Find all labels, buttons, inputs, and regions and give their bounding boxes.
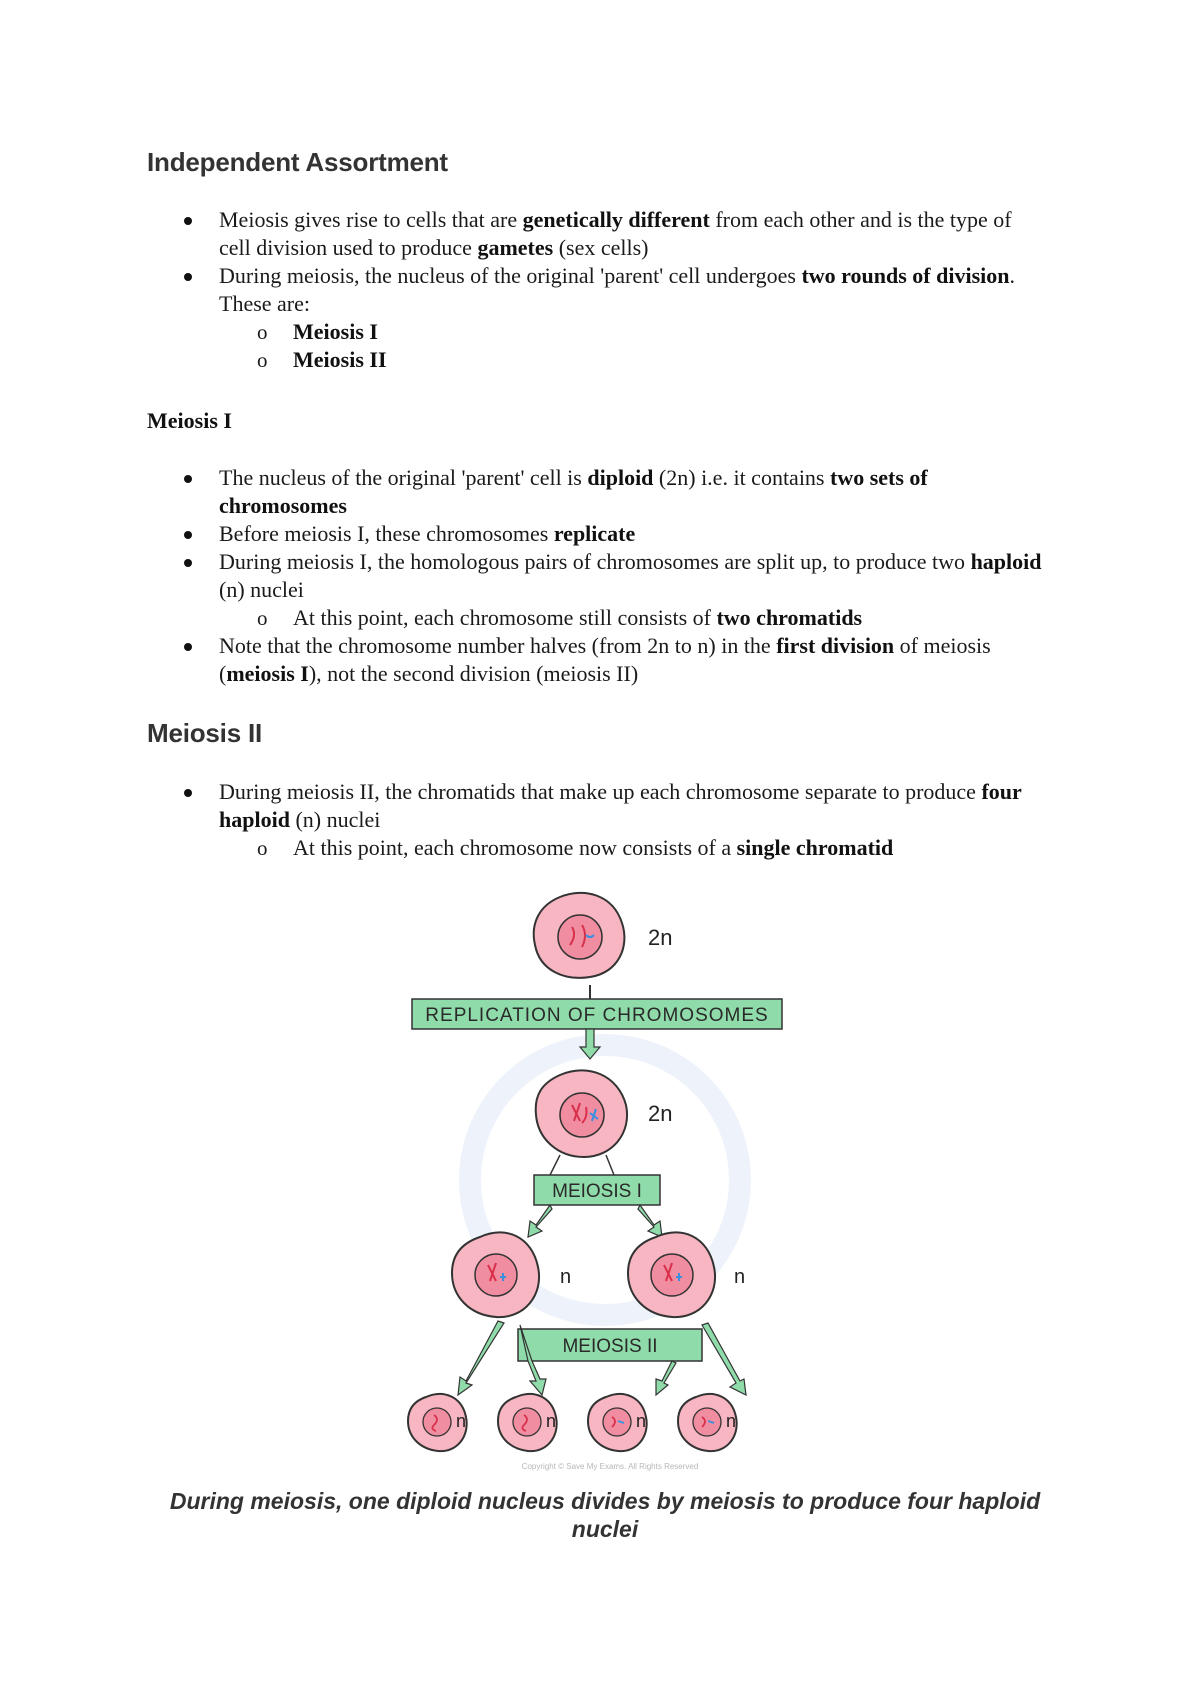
list-item: Meiosis gives rise to cells that are genetically different from each other and is the type of cell division used to produce gametes (sex cells) bbox=[147, 206, 1047, 262]
arrow-right bbox=[638, 1205, 662, 1237]
ploidy-label: 2n bbox=[648, 1101, 673, 1126]
sub-list-item: o At this point, each chromosome still consists of two chromatids bbox=[147, 604, 1047, 632]
meiosis-i-label: MEIOSIS I bbox=[552, 1181, 642, 1202]
heading-independent-assortment: Independent Assortment bbox=[147, 147, 448, 177]
arrow-down bbox=[656, 1361, 676, 1395]
arrow-down-right bbox=[702, 1323, 746, 1395]
heading-meiosis-i: Meiosis I bbox=[147, 408, 232, 433]
ploidy-label: n bbox=[546, 1411, 557, 1431]
replication-label: REPLICATION OF CHROMOSOMES bbox=[425, 1005, 769, 1026]
ploidy-label: n bbox=[726, 1411, 737, 1431]
haploid-cell-left bbox=[452, 1232, 539, 1317]
haploid-cell-right bbox=[628, 1232, 715, 1317]
list-item: Before meiosis I, these chromosomes replicate bbox=[147, 520, 1047, 548]
list-item: The nucleus of the original 'parent' cell is diploid (2n) i.e. it contains two sets of chromosomes bbox=[147, 464, 1047, 520]
ploidy-label: n bbox=[456, 1411, 467, 1431]
list-item: During meiosis II, the chromatids that make up each chromosome separate to produce four haploid (n) nuclei bbox=[147, 778, 1047, 834]
meiosis-ii-label: MEIOSIS II bbox=[562, 1336, 658, 1357]
sub-list-item: o At this point, each chromosome now consists of a single chromatid bbox=[147, 834, 1047, 862]
meiosis-ii-list bbox=[147, 778, 1047, 862]
diploid-cell-replicated bbox=[536, 1070, 627, 1157]
meiosis-i-list bbox=[147, 464, 1047, 688]
copyright-notice: Copyright © Save My Exams. All Rights Reserved bbox=[521, 1462, 699, 1471]
diploid-cell-top bbox=[534, 893, 625, 978]
ploidy-label: n bbox=[636, 1411, 647, 1431]
heading-meiosis-ii: Meiosis II bbox=[147, 718, 263, 748]
meiosis-diagram bbox=[400, 885, 820, 1475]
ploidy-label: n bbox=[734, 1266, 746, 1288]
independent-assortment-list bbox=[147, 206, 1047, 374]
arrow-left bbox=[528, 1205, 552, 1237]
list-item: During meiosis I, the homologous pairs of chromosomes are split up, to produce two haploid (n) nuclei bbox=[147, 548, 1047, 604]
sub-list-item: o Meiosis I bbox=[147, 318, 1047, 346]
ploidy-label: n bbox=[560, 1266, 572, 1288]
ploidy-label: 2n bbox=[648, 925, 673, 950]
list-item: During meiosis, the nucleus of the original 'parent' cell undergoes two rounds of division. These are: bbox=[147, 262, 1047, 318]
list-item: Note that the chromosome number halves (from 2n to n) in the first division of meiosis (meiosis I), not the second division (meiosis II) bbox=[147, 632, 1047, 688]
arrow-down-left bbox=[458, 1321, 504, 1395]
sub-list-item: o Meiosis II bbox=[147, 346, 1047, 374]
figure-caption: During meiosis, one diploid nucleus divides by meiosis to produce four haploid nuclei bbox=[169, 1488, 1041, 1542]
